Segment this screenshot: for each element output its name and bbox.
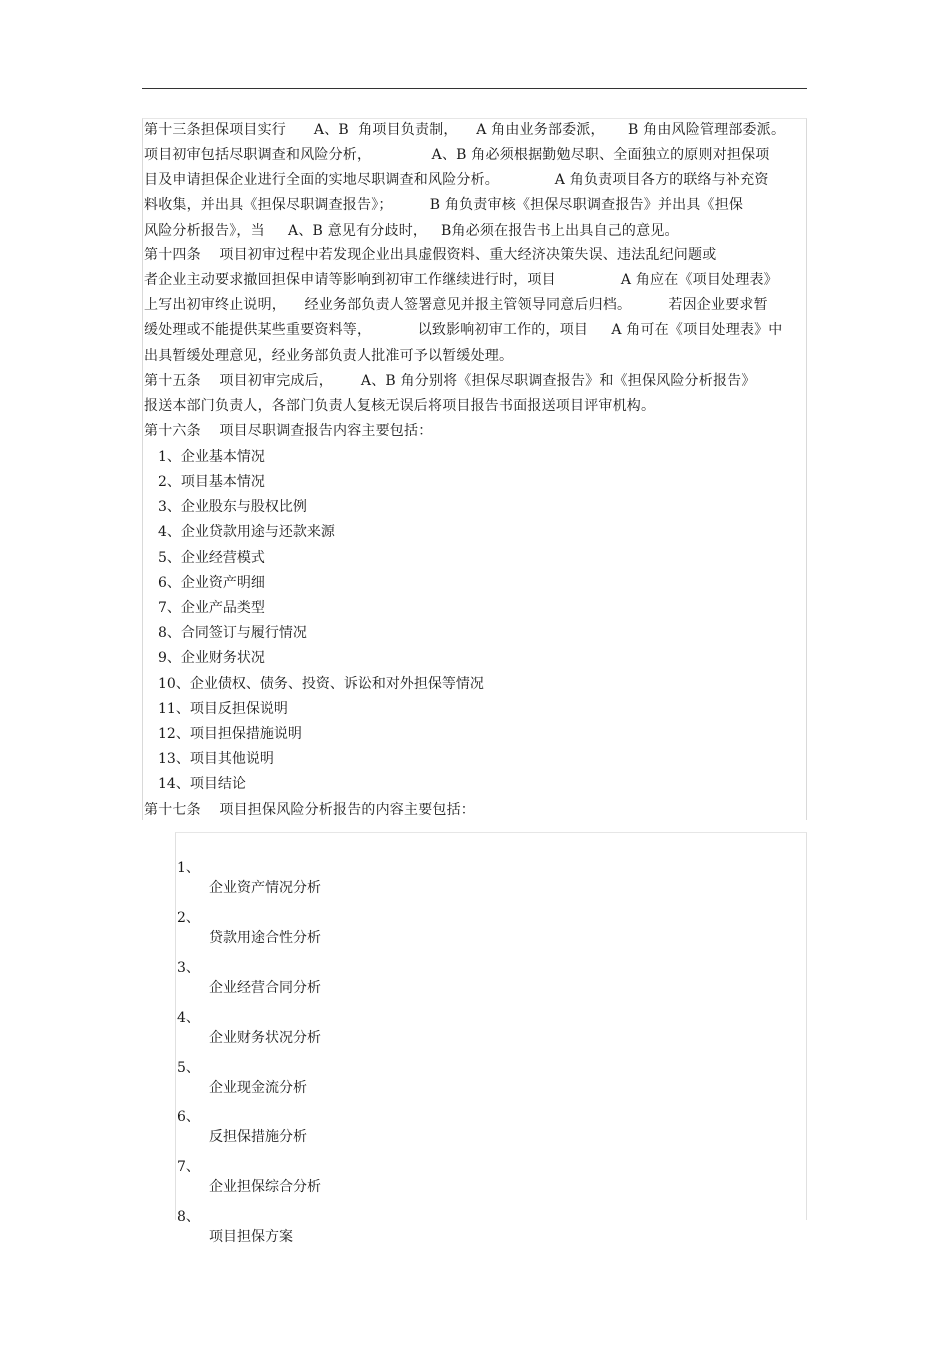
list-item: 14、项目结论 — [158, 776, 246, 792]
list-item: 13、项目其他说明 — [158, 751, 274, 767]
paragraph-line: 报送本部门负责人，各部门负责人复核无误后将项目报告书面报送项目评审机构。 — [144, 398, 656, 414]
list-item: 1、企业基本情况 — [158, 449, 265, 465]
paragraph-line: 第十五条 项目初审完成后， A、B 角分别将《担保尽职调查报告》和《担保风险分析报告》 — [144, 373, 756, 389]
list-item-number: 8、 — [177, 1209, 200, 1225]
list-item: 10、企业债权、债务、投资、诉讼和对外担保等情况 — [158, 676, 484, 692]
list-item-number: 1、 — [177, 860, 200, 876]
paragraph-line: 缓处理或不能提供某些重要资料等， 以致影响初审工作的，项目 A 角可在《项目处理表》中 — [144, 322, 783, 338]
list-item: 3、企业股东与股权比例 — [158, 499, 307, 515]
list-item-number: 7、 — [177, 1159, 200, 1175]
list-item-text: 企业经营合同分析 — [209, 980, 321, 996]
list-item-text: 贷款用途合性分析 — [209, 930, 321, 946]
list-item: 4、企业贷款用途与还款来源 — [158, 524, 335, 540]
list-item: 5、企业经营模式 — [158, 550, 265, 566]
list-item-number: 4、 — [177, 1010, 200, 1026]
paragraph-line: 者企业主动要求撤回担保申请等影响到初审工作继续进行时，项目 A 角应在《项目处理表》 — [144, 272, 778, 288]
list-item-text: 企业担保综合分析 — [209, 1179, 321, 1195]
paragraph-line: 出具暂缓处理意见，经业务部负责人批准可予以暂缓处理。 — [144, 348, 514, 364]
paragraph-line: 上写出初审终止说明， 经业务部负责人签署意见并报主管领导同意后归档。 若因企业要求暂 — [144, 297, 768, 313]
paragraph-line: 第十三条担保项目实行 A、B 角项目负责制， A 角由业务部委派， B 角由风险管理部委派。 — [144, 122, 786, 138]
paragraph-line: 第十六条 项目尽职调查报告内容主要包括： — [144, 423, 433, 439]
list-item: 9、企业财务状况 — [158, 650, 265, 666]
paragraph-line: 料收集，并出具《担保尽职调查报告》； B 角负责审核《担保尽职调查报告》并出具《担保 — [144, 197, 744, 213]
list-item: 12、项目担保措施说明 — [158, 726, 302, 742]
list-item-number: 6、 — [177, 1109, 200, 1125]
list-item-number: 2、 — [177, 910, 200, 926]
header-rule — [142, 88, 807, 89]
list-item: 6、企业资产明细 — [158, 575, 265, 591]
list-item: 7、企业产品类型 — [158, 600, 265, 616]
list-item-text: 反担保措施分析 — [209, 1129, 307, 1145]
list-item: 8、合同签订与履行情况 — [158, 625, 307, 641]
paragraph-line: 目及申请担保企业进行全面的实地尽职调查和风险分析。 A 角负责项目各方的联络与补充资 — [144, 172, 769, 188]
paragraph-line: 风险分析报告》，当 A、B 意见有分歧时， B角必须在报告书上出具自己的意见。 — [144, 223, 679, 239]
list-item — [177, 1187, 293, 1267]
list-item-number: 5、 — [177, 1060, 200, 1076]
list-item: 11、项目反担保说明 — [158, 701, 288, 717]
list-item-text: 企业财务状况分析 — [209, 1030, 321, 1046]
list-item-text: 项目担保方案 — [209, 1229, 293, 1245]
list-item-number: 3、 — [177, 960, 200, 976]
paragraph-line: 第十四条 项目初审过程中若发现企业出具虚假资料、重大经济决策失误、违法乱纪问题或 — [144, 247, 717, 263]
list-item-text: 企业资产情况分析 — [209, 880, 321, 896]
paragraph-line: 项目初审包括尽职调查和风险分析， A、B 角必须根据勤勉尽职、全面独立的原则对担保项 — [144, 147, 770, 163]
list-item-text: 企业现金流分析 — [209, 1080, 307, 1096]
article-17-heading: 第十七条 项目担保风险分析报告的内容主要包括： — [144, 802, 475, 818]
list-item: 2、项目基本情况 — [158, 474, 265, 490]
